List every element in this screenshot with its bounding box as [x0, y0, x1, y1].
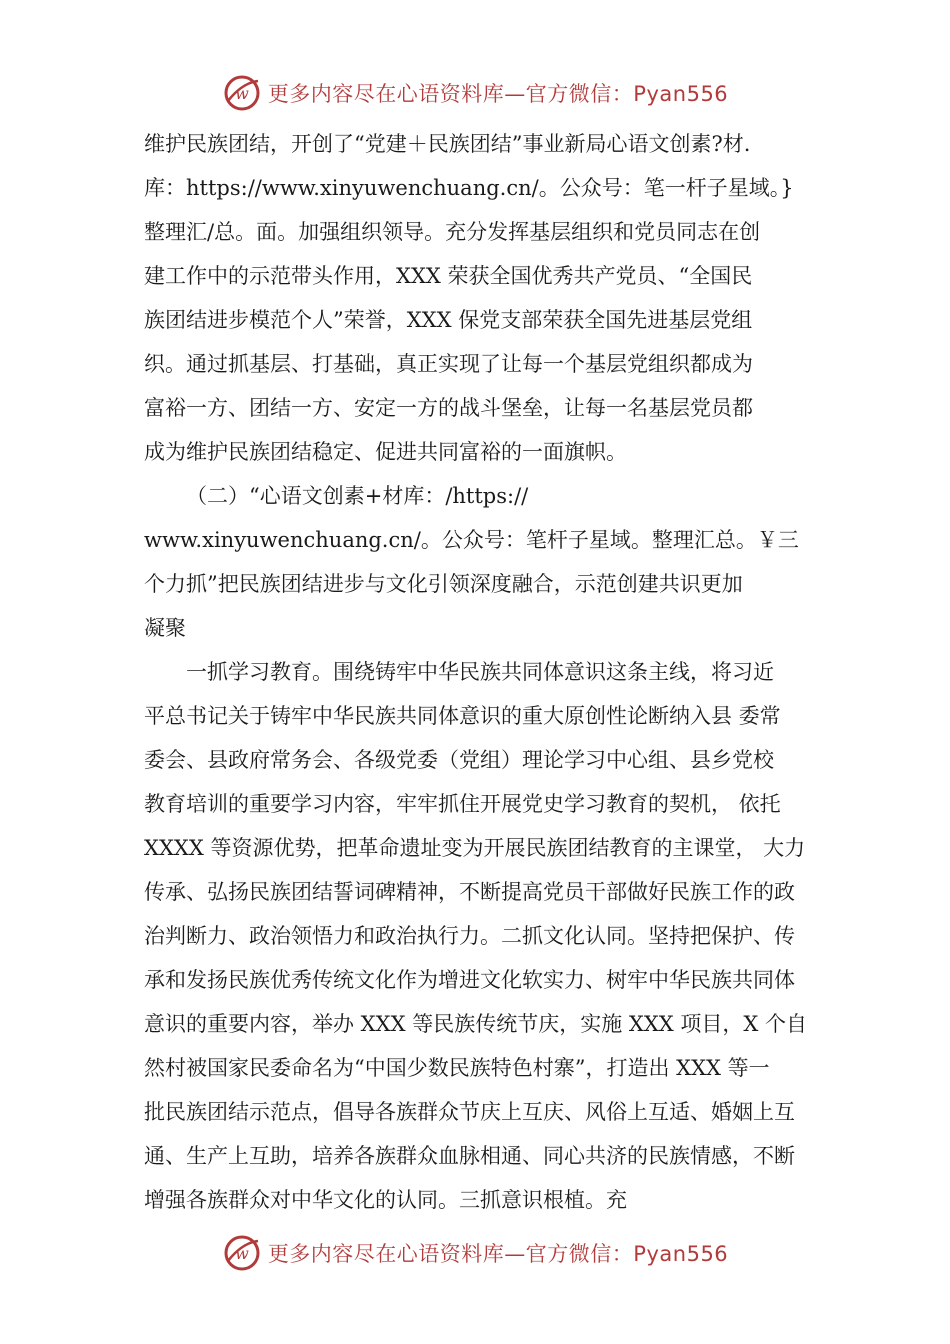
body-line-6: 织。通过抓基层、打基础，真正实现了让每一个基层党组织都成为	[144, 352, 753, 376]
body-line-19: 治判断力、政治领悟力和政治执行力。二抓文化认同。坚持把保护、传	[144, 924, 795, 948]
body-line-25: 增强各族群众对中华文化的认同。三抓意识根植。充	[144, 1188, 627, 1212]
logo-icon	[222, 73, 262, 113]
body-line-24: 通、生产上互助，培养各族群众血脉相通、同心共济的民族情感，不断	[144, 1144, 795, 1168]
svg-text:w: w	[234, 84, 249, 103]
body-line-18: 传承、弘扬民族团结誓词碑精神，不断提高党员干部做好民族工作的政	[144, 880, 795, 904]
body-line-22: 然村被国家民委命名为“中国少数民族特色村寨”，打造出 XXX 等一	[144, 1056, 770, 1080]
body-line-23: 批民族团结示范点，倡导各族群众节庆上互庆、风俗上互适、婚姻上互	[144, 1100, 795, 1124]
document-body	[144, 122, 814, 1222]
body-line-1: 维护民族团结，开创了“党建＋民族团结”事业新局心语文创素?材.	[144, 132, 751, 156]
header-banner-text: 更多内容尽在心语资料库—官方微信：Pyan556	[267, 82, 729, 106]
section-heading-line-2: www.xinyuwenchuang.cn/。公众号：笔杆子星域。整理汇总。￥三	[144, 528, 799, 552]
header-banner	[0, 70, 950, 116]
logo-icon	[222, 1233, 262, 1273]
body-line-3: 整理汇/总。面。加强组织领导。充分发挥基层组织和党员同志在创	[144, 220, 761, 244]
body-line-16: 教育培训的重要学习内容，牢牢抓住开展党史学习教育的契机， 依托	[144, 792, 781, 816]
section-heading-line-4: 凝聚	[144, 616, 186, 640]
body-line-7: 富裕一方、团结一方、安定一方的战斗堡垒，让每一名基层党员都	[144, 396, 753, 420]
body-line-5: 族团结进步模范个人”荣誉，XXX 保党支部荣获全国先进基层党组	[144, 308, 753, 332]
footer-banner-text: 更多内容尽在心语资料库—官方微信：Pyan556	[267, 1242, 729, 1266]
body-line-8: 成为维护民族团结稳定、促进共同富裕的一面旗帜。	[144, 440, 627, 464]
footer-banner	[0, 1230, 950, 1276]
body-line-15: 委会、县政府常务会、各级党委（党组）理论学习中心组、县乡党校	[144, 748, 774, 772]
body-line-20: 承和发扬民族优秀传统文化作为增进文化软实力、树牢中华民族共同体	[144, 968, 795, 992]
svg-text:w: w	[234, 1244, 249, 1263]
section-heading-line-3: 个力抓”把民族团结进步与文化引领深度融合，示范创建共识更加	[144, 572, 743, 596]
body-line-21: 意识的重要内容，举办 XXX 等民族传统节庆，实施 XXX 项目，X 个自	[144, 1012, 808, 1036]
body-line-17: XXXX 等资源优势，把革命遗址变为开展民族团结教育的主课堂， 大力	[144, 836, 806, 860]
body-line-14: 平总书记关于铸牢中华民族共同体意识的重大原创性论断纳入县 委常	[144, 704, 781, 728]
body-line-2: 库：https://www.xinyuwenchuang.cn/。公众号：笔一杆子星域。}	[144, 176, 794, 200]
body-line-4: 建工作中的示范带头作用，XXX 荣获全国优秀共产党员、“全国民	[144, 264, 753, 288]
body-line-13: 一抓学习教育。围绕铸牢中华民族共同体意识这条主线，将习近	[186, 660, 774, 684]
section-heading-line-1: （二）“心语文创素+材库：/https://	[186, 484, 529, 508]
